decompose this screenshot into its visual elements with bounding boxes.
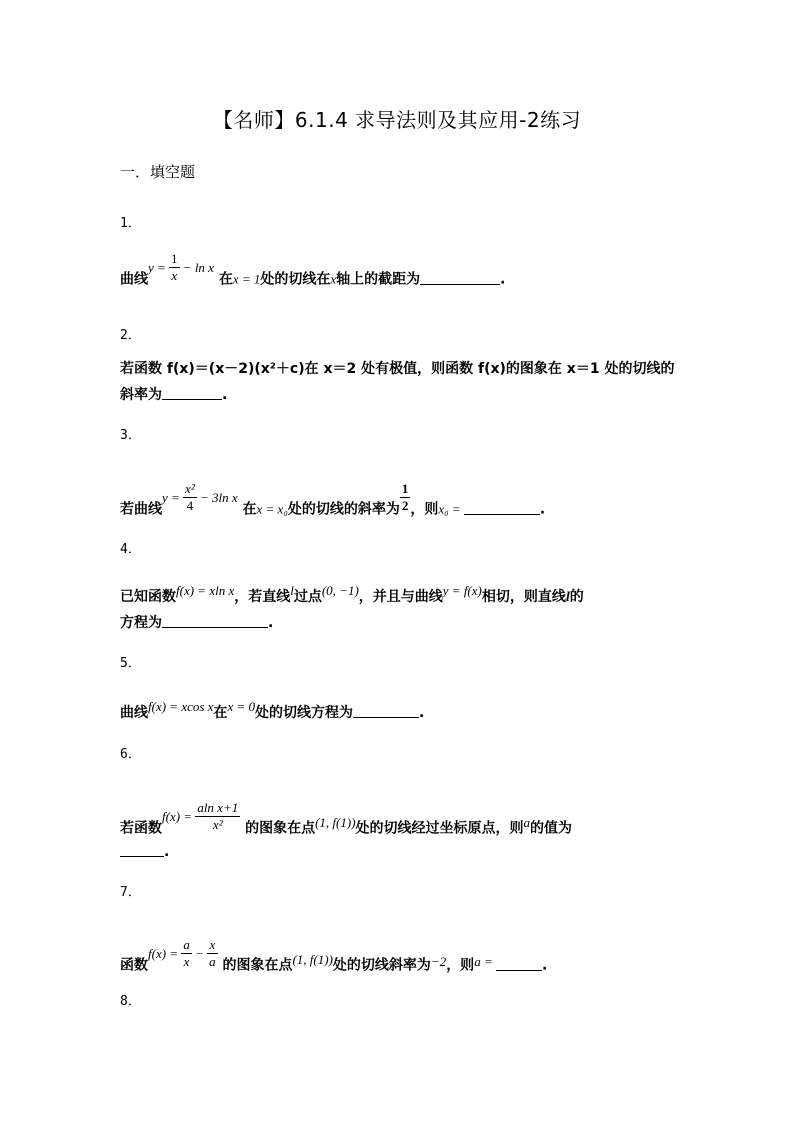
fraction: $\frac{x}{a}$ — [209, 937, 216, 969]
question-6-number: 6． — [120, 747, 141, 762]
fraction: $\frac{\text{x²}}{4}$ — [185, 481, 195, 513]
question-4-number: 4． — [120, 542, 141, 557]
question-4: 已知函数f(x) = xln x，若直线l过点(0, −1)，并且与曲线y = f(x)相切，则直线l的 — [120, 583, 584, 605]
question-2: 若函数 f(x)＝(x－2)(x²＋c)在 x＝2 处有极值，则函数 f(x)的图象在 x＝1 处的切线的 — [120, 361, 675, 377]
answer-blank[interactable] — [353, 703, 419, 718]
question-1: 曲线y = $\frac{1}{x}$ − ln x 在x = 1处的切线在x轴上的截距为 . — [120, 251, 506, 288]
answer-blank[interactable] — [464, 500, 540, 515]
question-2-number: 2． — [120, 328, 141, 343]
question-4-line-2: 方程为 . — [120, 615, 274, 631]
answer-blank[interactable] — [120, 842, 164, 857]
question-6-line-2: . — [120, 842, 680, 860]
question-7: 函数f(x) = $\frac{a}{x}$ − $\frac{x}{a}$ 的图象在点(1, f(1))处的切线斜率为−2，则a = . — [120, 937, 548, 974]
answer-blank[interactable] — [162, 385, 222, 400]
question-5-number: 5． — [120, 656, 141, 671]
fraction: $\frac{\text{aln x+1}}{\text{x²}}$ — [197, 800, 239, 832]
answer-blank[interactable] — [496, 956, 542, 971]
question-7-number: 7． — [120, 885, 141, 900]
section-heading: 一．填空题 — [120, 163, 196, 181]
slope-fraction: $\frac{1}{2}$ — [401, 481, 409, 513]
page-title: 【名师】6.1.4 求导法则及其应用-2练习 — [212, 108, 582, 132]
answer-blank[interactable] — [162, 613, 268, 628]
question-1-number: 1． — [120, 216, 141, 231]
question-8-number: 8． — [120, 994, 141, 1009]
answer-blank[interactable] — [420, 270, 500, 285]
question-6: 若函数f(x) = $\frac{\text{aln x+1}}{\text{x²}}$ 的图象在点(1, f(1))处的切线经过坐标原点，则a的值为 — [120, 800, 573, 837]
question-3-number: 3． — [120, 428, 141, 443]
question-2-line-2: 斜率为 . — [120, 387, 228, 403]
question-3: 若曲线y = $\frac{\text{x²}}{4}$ − 3ln x 在x = x₀处的切线的斜率为 $\frac{1}{2}$ ，则x₀ = . — [120, 481, 546, 518]
question-5: 曲线f(x) = xcos x在x = 0处的切线方程为 . — [120, 699, 425, 721]
fraction: $\frac{1}{x}$ — [171, 251, 178, 283]
fraction: $\frac{a}{x}$ — [183, 937, 190, 969]
